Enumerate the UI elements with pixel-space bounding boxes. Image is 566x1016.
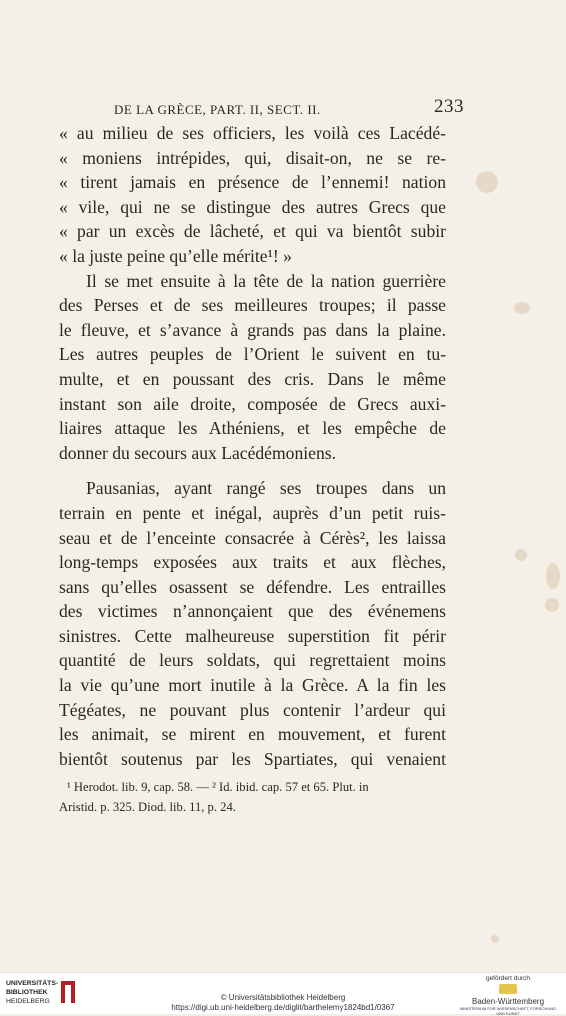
- permalink-url[interactable]: https://digi.ub.uni-heidelberg.de/diglit/barthelemy1824bd1/0367: [171, 1003, 395, 1012]
- text-line: sans qu’elles osassent se défendre. Les entrailles: [59, 576, 446, 597]
- text-line: liaires attaque les Athéniens, et les empêche de: [59, 418, 446, 439]
- text-line: « tirent jamais en présence de l’ennemi! nation: [59, 172, 446, 193]
- library-name-line: BIBLIOTHEK: [6, 989, 48, 996]
- text-line: instant son aile droite, composée de Grecs auxi-: [59, 393, 446, 414]
- paper-stain: [514, 302, 530, 314]
- text-line: « moniens intrépides, qui, disait-on, ne se re-: [59, 147, 446, 168]
- text-line: Pausanias, ayant rangé ses troupes dans un: [86, 478, 446, 499]
- text-line: les animait, se mirent en mouvement, et furent: [59, 724, 446, 745]
- text-line: donner du secours aux Lacédémoniens.: [59, 442, 337, 463]
- text-line: la vie qu’une mort inutile à la Grèce. A la fin les: [59, 675, 446, 696]
- text-line: « par un excès de lâcheté, et qui va bientôt subir: [59, 221, 446, 242]
- viewer-footer: [0, 972, 566, 1014]
- text-line: bientôt soutenus par les Spartiates, qui venaient: [59, 748, 446, 769]
- funder-name: Baden-Württemberg: [471, 997, 545, 1006]
- funder-ministry: MINISTERIUM FÜR WISSENSCHAFT, FORSCHUNG UND KUNST: [459, 1006, 557, 1016]
- copyright-notice: © Universitätsbibliothek Heidelberg: [220, 993, 346, 1002]
- text-line: seau et de l’enceinte consacrée à Cérès², les laissa: [59, 527, 446, 548]
- text-line: Il se met ensuite à la tête de la nation guerrière: [86, 270, 446, 291]
- library-name-line: UNIVERSITÄTS-: [6, 980, 59, 987]
- paper-stain: [491, 935, 499, 943]
- footnotes: [59, 777, 446, 817]
- paper-stain: [515, 549, 527, 561]
- text-line: des victimes n’annonçaient que des événemens: [59, 601, 446, 622]
- running-header: [114, 96, 464, 122]
- footnote-line: ¹ Herodot. lib. 9, cap. 58. — ² Id. ibid. cap. 57 et 65. Plut. in: [67, 780, 369, 794]
- text-line: long-temps exposées aux traits et aux flèches,: [59, 552, 446, 573]
- text-line: Tégéates, ne pouvant plus contenir l’ardeur qui: [59, 699, 446, 720]
- text-line: « la juste peine qu’elle mérite¹! »: [59, 245, 292, 266]
- text-line: « vile, qui ne se distingue des autres Grecs que: [59, 196, 446, 217]
- text-line: des Perses et de ses meilleures troupes; il passe: [59, 295, 446, 316]
- text-line: Les autres peuples de l’Orient le suivent en tu-: [59, 344, 446, 365]
- funded-by-label: gefördert durch: [485, 975, 531, 982]
- text-line: « au milieu de ses officiers, les voilà ces Lacédé-: [59, 123, 446, 143]
- funder-logo[interactable]: [458, 975, 558, 1016]
- text-line: terrain en pente et inégal, auprès d’un petit ruis-: [59, 502, 446, 523]
- text-line: quantité de leurs soldats, qui regrettaient moins: [59, 650, 446, 671]
- paper-stain: [545, 598, 559, 612]
- text-line: sinistres. Cette malheureuse superstition fit périr: [59, 625, 446, 646]
- state-emblem-icon: [499, 984, 517, 994]
- text-line: le fleuve, et s’avance à grands pas dans la plaine.: [59, 319, 446, 340]
- paper-stain: [476, 171, 498, 193]
- footnote-line: Aristid. p. 325. Diod. lib. 11, p. 24.: [59, 800, 236, 814]
- running-title: DE LA GRÈCE, PART. II, SECT. II.: [114, 102, 321, 117]
- library-name-line: HEIDELBERG: [6, 998, 50, 1005]
- text-line: multe, et en poussant des cris. Dans le même: [59, 368, 446, 389]
- paper-stain: [546, 563, 560, 589]
- page-number: 233: [434, 96, 464, 117]
- body-text: [59, 121, 446, 771]
